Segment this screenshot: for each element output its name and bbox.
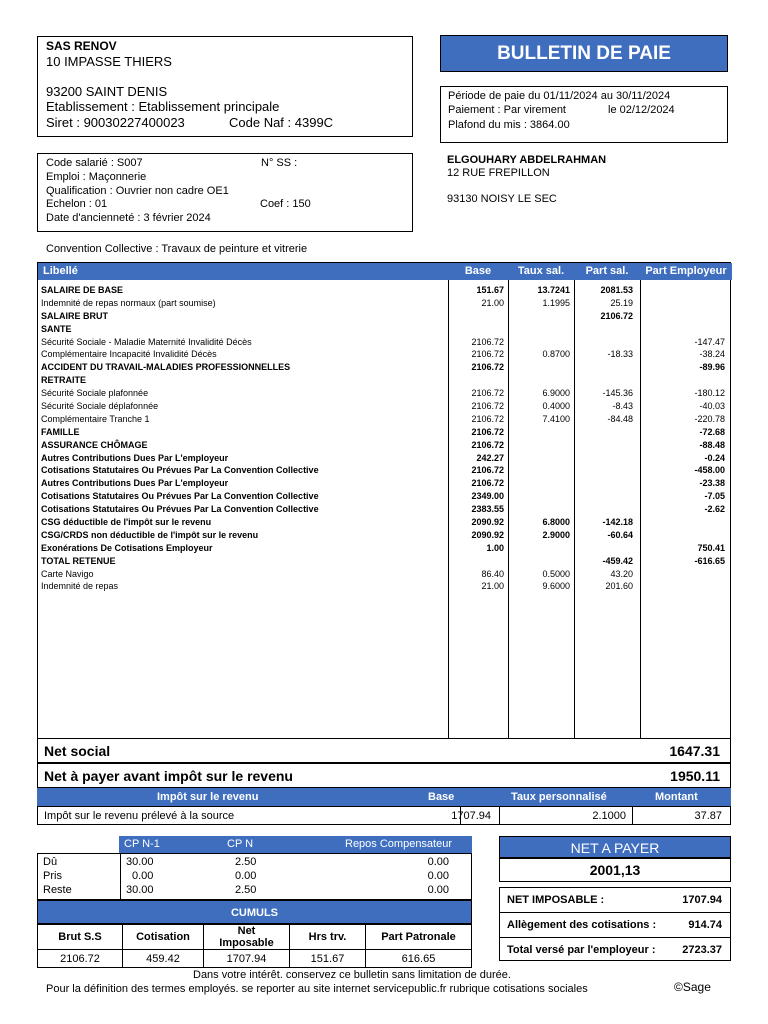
table-row <box>38 464 730 477</box>
table-row <box>38 361 730 374</box>
row-part: -8.43 <box>612 401 633 412</box>
row-label: Complémentaire Tranche 1 <box>41 413 150 424</box>
row-employer: -40.03 <box>699 401 725 412</box>
row-part: 25.19 <box>610 297 633 308</box>
summary-value: 1707.94 <box>682 894 722 906</box>
tax-rate: 2.1000 <box>592 810 626 822</box>
row-base: 1.00 <box>486 542 504 553</box>
table-row <box>38 503 730 516</box>
employer-siret: Siret : 90030227400023 <box>46 115 185 130</box>
net-pay-title-text: NET A PAYER <box>570 840 660 856</box>
row-base: 242.27 <box>476 452 504 463</box>
leave-repos: 0.00 <box>427 870 449 882</box>
tax-label: Impôt sur le revenu prélevé à la source <box>44 810 235 822</box>
summary-label: NET IMPOSABLE : <box>507 894 605 906</box>
leave-table <box>37 853 472 900</box>
row-label: CSG/CRDS non déductible de l'impôt sur le revenu <box>41 529 259 540</box>
period-box <box>440 86 728 143</box>
row-part: -459.42 <box>602 555 633 566</box>
table-row <box>38 310 730 323</box>
footer-notice: Dans votre intérêt. conservez ce bulletin sans limitation de durée. <box>193 969 511 981</box>
table-row <box>38 413 730 426</box>
row-base: 2090.92 <box>471 517 504 528</box>
header-employer: Part Employeur <box>640 263 732 280</box>
row-base: 2106.72 <box>471 362 504 373</box>
cumuls-value: 151.67 <box>290 950 366 968</box>
row-part: -142.18 <box>602 517 633 528</box>
row-taux: 6.9000 <box>542 388 570 399</box>
ss-ceiling: Plafond du mis : 3864.00 <box>448 119 570 131</box>
row-label: CSG déductible de l'impôt sur le revenu <box>41 517 212 528</box>
row-label: SANTE <box>41 323 72 334</box>
row-base: 2106.72 <box>471 401 504 412</box>
cumuls-header: Net Imposable <box>204 925 290 950</box>
net-before-tax-value: 1950.11 <box>670 768 720 784</box>
leave-cpn1: 0.00 <box>132 870 154 882</box>
row-base: 2106.72 <box>471 388 504 399</box>
row-label: Autres Contributions Dues Par L'employeur <box>41 478 229 489</box>
row-base: 2106.72 <box>471 478 504 489</box>
row-base: 2106.72 <box>471 426 504 437</box>
table-row <box>38 348 730 361</box>
row-taux: 7.4100 <box>542 413 570 424</box>
employee-name: ELGOUHARY ABDELRAHMAN <box>447 154 607 166</box>
table-row <box>38 426 730 439</box>
period-range: Période de paie du 01/11/2024 au 30/11/2024 <box>448 90 671 102</box>
cumuls-table <box>37 924 472 968</box>
net-social-value: 1647.31 <box>669 743 720 759</box>
row-base: 2349.00 <box>471 491 504 502</box>
row-taux: 9.6000 <box>542 581 570 592</box>
cumuls-title-text: CUMULS <box>230 907 279 919</box>
employee-info-box <box>37 153 413 232</box>
row-employer: -23.38 <box>699 478 725 489</box>
row-label: Cotisations Statutaires Ou Prévues Par La Convention Collective <box>41 491 319 502</box>
employer-establishment: Etablissement : Etablissement principale <box>46 99 280 114</box>
row-label: Cotisations Statutaires Ou Prévues Par La Convention Collective <box>41 504 319 515</box>
row-part: -18.33 <box>607 349 633 360</box>
net-before-tax-row <box>37 763 731 788</box>
row-base: 2106.72 <box>471 413 504 424</box>
row-employer: -147.47 <box>694 336 725 347</box>
table-row <box>38 439 730 452</box>
leave-header-repos: Repos Compensateur <box>345 838 453 850</box>
row-base: 2106.72 <box>471 439 504 450</box>
table-row <box>38 516 730 529</box>
footer-definition: Pour la définition des termes employés. se reporter au site internet servicepublic.fr rubrique cotisations sociales <box>46 983 588 995</box>
employee-code: Code salarié : S007 <box>46 157 143 169</box>
row-base: 2106.72 <box>471 336 504 347</box>
net-pay-value: 2001,13 <box>589 862 641 878</box>
summary-box <box>499 887 731 961</box>
payment-date: le 02/12/2024 <box>608 104 675 116</box>
leave-repos: 0.00 <box>427 856 449 868</box>
table-row <box>38 297 730 310</box>
row-taux: 0.5000 <box>542 568 570 579</box>
cumuls-value: 1707.94 <box>204 950 290 968</box>
employee-seniority: Date d'ancienneté : 3 février 2024 <box>46 212 211 224</box>
row-employer: 750.41 <box>697 542 725 553</box>
leave-header-cpn: CP N <box>227 838 254 850</box>
row-employer: -616.65 <box>694 555 725 566</box>
row-base: 151.67 <box>476 285 504 295</box>
cumuls-header: Brut S.S <box>38 925 123 950</box>
row-employer: -220.78 <box>694 413 725 424</box>
title-text: BULLETIN DE PAIE <box>497 43 671 64</box>
row-label: Complémentaire Incapacité Invalidité Décès <box>41 349 217 360</box>
divider <box>500 912 730 913</box>
employer-street: 10 IMPASSE THIERS <box>46 54 172 69</box>
summary-value: 914.74 <box>688 919 722 931</box>
leave-cpn1: 30.00 <box>126 856 154 868</box>
row-label: Autres Contributions Dues Par L'employeur <box>41 452 229 463</box>
employee-job: Emploi : Maçonnerie <box>46 171 147 183</box>
employee-coef: Coef : 150 <box>260 198 311 210</box>
row-base: 2106.72 <box>471 349 504 360</box>
leave-cpn1: 30.00 <box>126 884 154 896</box>
col-divider <box>499 807 500 824</box>
row-base: 2106.72 <box>471 465 504 476</box>
row-part: -60.64 <box>607 529 633 540</box>
cumuls-header: Part Patronale <box>366 925 472 950</box>
leave-row-label: Dû <box>43 856 58 868</box>
ss-number: N° SS : <box>261 157 298 169</box>
row-employer: -180.12 <box>694 388 725 399</box>
row-employer: -38.24 <box>699 349 725 360</box>
row-label: SALAIRE BRUT <box>41 310 108 321</box>
row-label: ACCIDENT DU TRAVAIL-MALADIES PROFESSIONNELLES <box>41 362 291 373</box>
footer-brand: ©Sage <box>674 980 711 994</box>
row-taux: 6.8000 <box>542 517 570 528</box>
tax-header <box>37 788 731 806</box>
row-employer: -2.62 <box>704 504 725 515</box>
row-employer: -89.96 <box>699 362 725 373</box>
table-row <box>38 490 730 503</box>
net-social-label: Net social <box>44 743 111 759</box>
convention: Convention Collective : Travaux de peinture et vitrerie <box>46 243 308 255</box>
row-label: Carte Navigo <box>41 568 94 579</box>
leave-header <box>119 836 472 853</box>
row-employer: -458.00 <box>694 465 725 476</box>
employee-city: 93130 NOISY LE SEC <box>447 193 557 205</box>
leave-cpn: 0.00 <box>235 870 257 882</box>
leave-row-label: Pris <box>43 870 62 882</box>
table-row <box>38 452 730 465</box>
cumuls-value: 2106.72 <box>38 950 123 968</box>
table-row <box>38 374 730 387</box>
cumuls-value: 459.42 <box>123 950 204 968</box>
row-label: TOTAL RETENUE <box>41 555 116 566</box>
row-label: Cotisations Statutaires Ou Prévues Par La Convention Collective <box>41 465 319 476</box>
table-row <box>38 284 730 297</box>
employer-box <box>37 36 413 137</box>
row-taux: 0.4000 <box>542 401 570 412</box>
cumuls-header: Cotisation <box>123 925 204 950</box>
row-label: Indemnité de repas normaux (part soumise) <box>41 297 216 308</box>
table-row <box>38 529 730 542</box>
row-part: 2106.72 <box>600 310 633 321</box>
divider <box>500 937 730 938</box>
employee-street: 12 RUE FREPILLON <box>447 167 550 179</box>
row-employer: -88.48 <box>699 439 725 450</box>
row-taux: 1.1995 <box>542 297 570 308</box>
row-base: 21.00 <box>481 581 504 592</box>
tax-amount: 37.87 <box>694 810 722 822</box>
employer-name: SAS RENOV <box>46 39 117 53</box>
net-before-tax-label: Net à payer avant impôt sur le revenu <box>44 768 293 784</box>
tax-row <box>37 806 731 825</box>
employer-city: 93200 SAINT DENIS <box>46 84 168 99</box>
table-row <box>38 568 730 581</box>
row-base: 86.40 <box>481 568 504 579</box>
table-row <box>38 580 730 593</box>
payment-method: Paiement : Par virement <box>448 104 566 116</box>
tax-header-base: Base <box>428 791 455 803</box>
header-base: Base <box>448 263 508 280</box>
leave-repos: 0.00 <box>427 884 449 896</box>
cumuls-header: Hrs trv. <box>290 925 366 950</box>
header-taux: Taux sal. <box>508 263 574 280</box>
table-row <box>38 387 730 400</box>
row-label: ASSURANCE CHÔMAGE <box>41 439 148 450</box>
table-row <box>38 336 730 349</box>
net-social-row <box>37 738 731 763</box>
leave-cpn: 2.50 <box>235 884 257 896</box>
table-row <box>38 400 730 413</box>
summary-label: Allègement des cotisations : <box>507 919 657 931</box>
header-label: Libellé <box>38 263 448 280</box>
row-label: FAMILLE <box>41 426 80 437</box>
leave-header-cpn1: CP N-1 <box>124 838 160 850</box>
row-employer: -0.24 <box>704 452 725 463</box>
row-base: 2090.92 <box>471 529 504 540</box>
row-base: 21.00 <box>481 297 504 308</box>
table-row <box>38 477 730 490</box>
cumuls-title <box>37 900 472 924</box>
cumuls-value: 616.65 <box>366 950 472 968</box>
row-label: RETRAITE <box>41 375 86 386</box>
table-rows <box>38 284 730 593</box>
table-row <box>38 555 730 568</box>
row-taux: 13.7241 <box>537 285 570 295</box>
net-pay-value-box <box>499 858 731 882</box>
row-base: 2383.55 <box>471 504 504 515</box>
tax-header-amount: Montant <box>655 791 698 803</box>
employer-naf: Code Naf : 4399C <box>229 115 334 130</box>
row-part: 43.20 <box>610 568 633 579</box>
row-part: -145.36 <box>602 388 633 399</box>
net-pay-title <box>499 836 731 858</box>
table-row <box>38 323 730 336</box>
employee-qualification: Qualification : Ouvrier non cadre OE1 <box>46 185 229 197</box>
tax-header-rate: Taux personnalisé <box>511 791 607 803</box>
leave-cpn: 2.50 <box>235 856 257 868</box>
row-part: 201.60 <box>605 581 633 592</box>
tax-base: 1707.94 <box>451 810 491 822</box>
row-label: Exonérations De Cotisations Employeur <box>41 542 213 553</box>
row-part: -84.48 <box>607 413 633 424</box>
row-label: Sécurité Sociale plafonnée <box>41 388 149 399</box>
row-label: SALAIRE DE BASE <box>41 285 124 295</box>
col-divider <box>632 807 633 824</box>
payslip-table <box>37 262 731 739</box>
row-label: Indemnité de repas <box>41 581 119 592</box>
row-employer: -72.68 <box>699 426 725 437</box>
row-employer: -7.05 <box>704 491 725 502</box>
row-label: Sécurité Sociale déplafonnée <box>41 401 159 412</box>
row-taux: 2.9000 <box>542 529 570 540</box>
row-part: 2081.53 <box>600 285 633 295</box>
leave-row-label: Reste <box>43 884 72 896</box>
col-divider <box>120 854 121 899</box>
document-title <box>440 35 728 72</box>
employee-echelon: Echelon : 01 <box>46 198 108 210</box>
tax-header-label: Impôt sur le revenu <box>157 791 259 803</box>
table-row <box>38 542 730 555</box>
header-part: Part sal. <box>574 263 640 280</box>
row-label: Sécurité Sociale - Maladie Maternité Invalidité Décès <box>41 336 252 347</box>
summary-value: 2723.37 <box>682 944 722 956</box>
row-taux: 0.8700 <box>542 349 570 360</box>
summary-label: Total versé par l'employeur : <box>507 944 656 956</box>
